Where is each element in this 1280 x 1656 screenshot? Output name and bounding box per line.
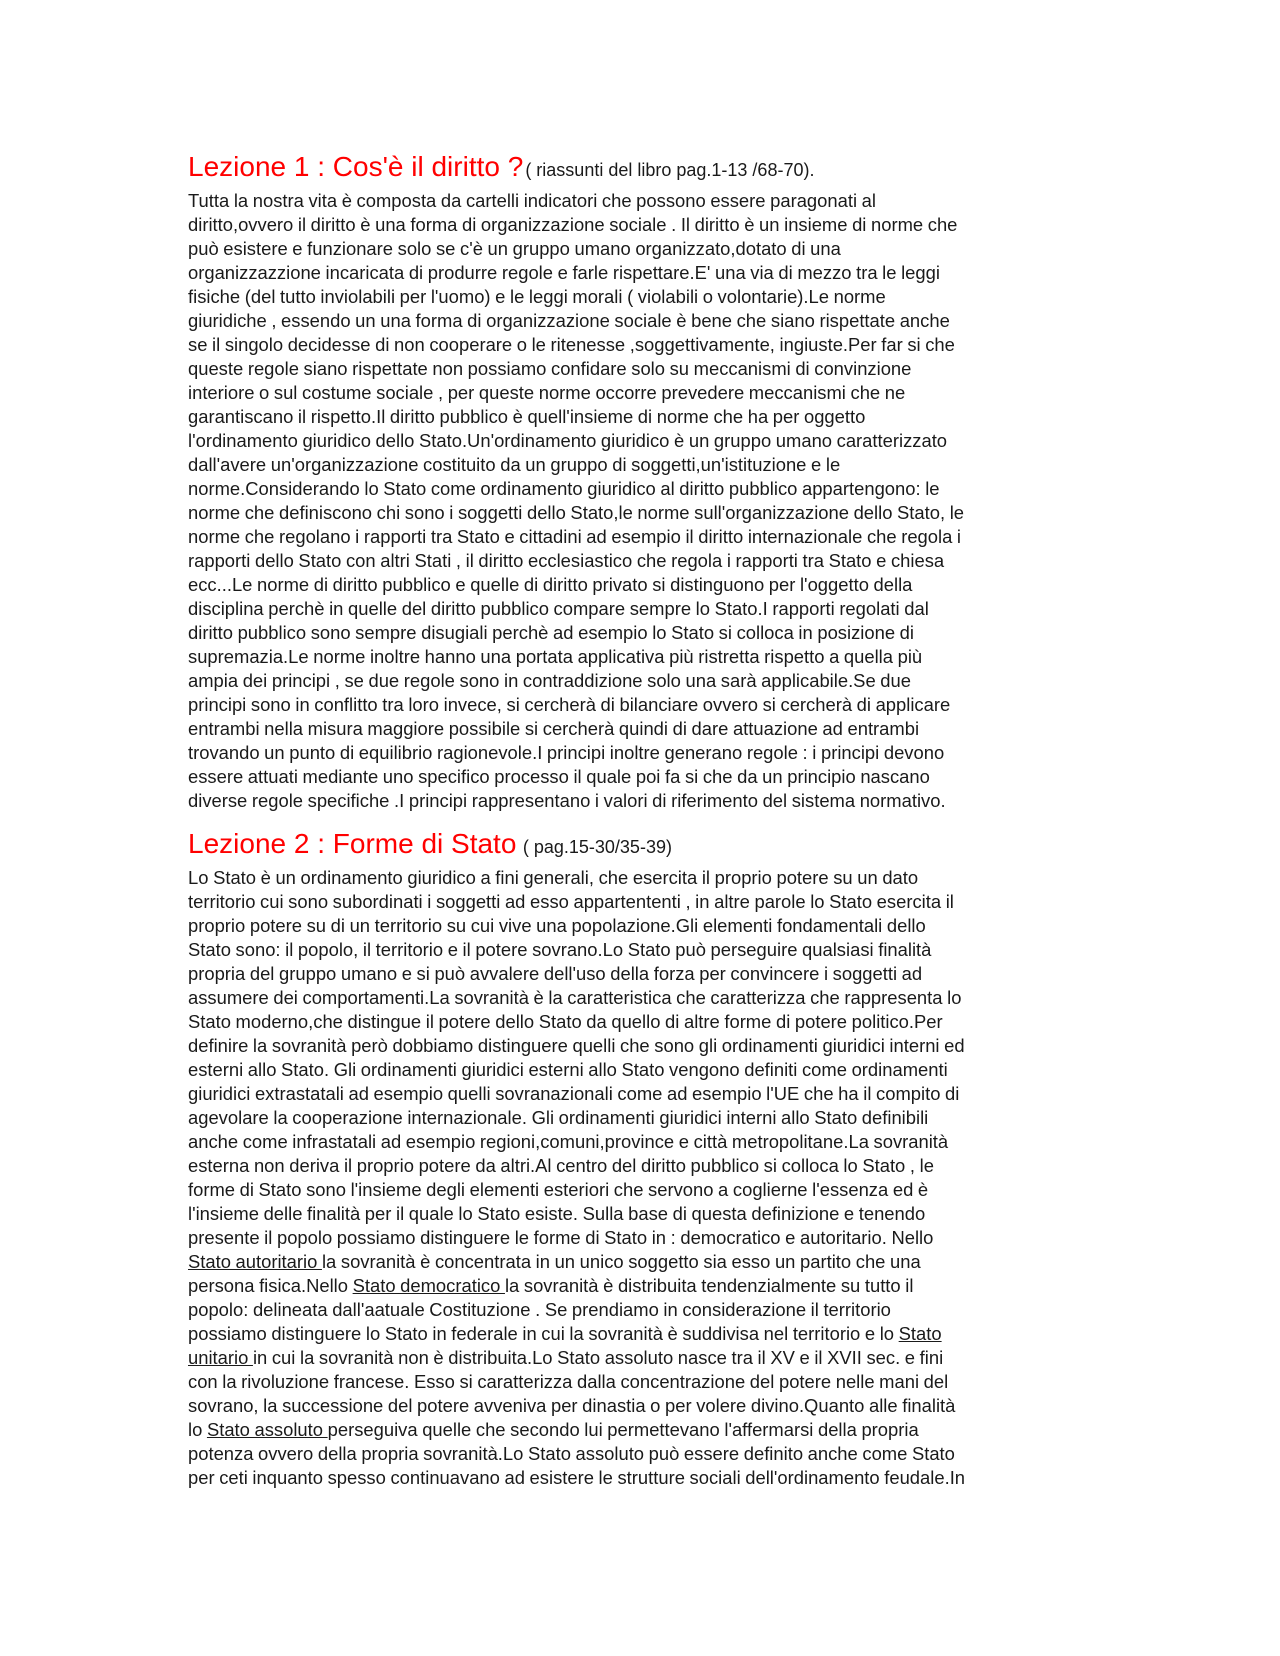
paragraph-text: in cui la sovranità non è distribuita.Lo Stato assoluto nasce tra il XV e il XVII sec. e fini con la rivoluzione francese. Esso si caratterizza dalla concentrazione del potere nelle mani del sovrano, la successione del potere avveniva per dinastia o per volere divino.Quanto alle finalità lo [188,1347,956,1440]
lesson-1-paragraph: Tutta la nostra vita è composta da cartelli indicatori che possono essere paragonati al diritto,ovvero il diritto è una forma di organizzazione sociale . Il diritto è un insieme di norme che può esistere e funzionare solo se c'è un gruppo umano organizzato,dotato di una organizzazzione incaricata di produrre regole e farle rispettare.E' una via di mezzo tra le leggi fisiche (del tutto inviolabili per l'uomo) e le leggi morali ( violabili o volontarie).Le norme giuridiche , essendo un una forma di organizzazione sociale è bene che siano rispettate anche se il singolo decidesse di non cooperare o le ritenesse ,soggettivamente, ingiuste.Per far si che queste regole siano rispettate non possiamo confidare solo su meccanismi di convinzione interiore o sul costume sociale , per queste norme occorre prevedere meccanismi che ne garantiscano il rispetto.Il diritto pubblico è quell'insieme di norme che ha per oggetto l'ordinamento giuridico dello Stato.Un'ordinamento giuridico è un gruppo umano caratterizzato dall'avere un'organizzazione costituito da un gruppo di soggetti,un'istituzione e le norme.Considerando lo Stato come ordinamento giuridico al diritto pubblico appartengono: le norme che definiscono chi sono i soggetti dello Stato,le norme sull'organizzazione dello Stato, le norme che regolano i rapporti tra Stato e cittadini ad esempio il diritto internazionale che regola i rapporti dello Stato con altri Stati , il diritto ecclesiastico che regola i rapporti tra Stato e chiesa ecc...Le norme di diritto pubblico e quelle di diritto privato si distinguono per l'oggetto della disciplina perchè in quelle del diritto pubblico compare sempre lo Stato.I rapporti regolati dal diritto pubblico sono sempre disugiali perchè ad esempio lo Stato si colloca in posizione di supremazia.Le norme inoltre hanno una portata applicativa più ristretta rispetto a quella più ampia dei principi , se due regole sono in contraddizione solo una sarà applicabile.Se due principi sono in conflitto tra loro invece, si cercherà di bilanciare ovvero si cercherà di applicare entrambi nella misura maggiore possibile si cercherà quindi di dare attuazione ad entrambi trovando un punto di equilibrio ragionevole.I principi inoltre generano regole : i principi devono essere attuati mediante uno specifico processo il quale poi fa si che da un principio nascano diverse regole specifiche .I principi rappresentano i valori di riferimento del sistema normativo. [188,190,965,811]
underlined-term-stato-democratico: Stato democratico [352,1275,505,1296]
lesson-1-heading [188,150,1088,189]
lesson-2-paragraph [188,866,1088,1490]
underlined-term-stato-autoritario: Stato autoritario [188,1251,322,1272]
lesson-2 [188,827,1088,1490]
underlined-term-stato-unitario: Stato unitario [188,1323,942,1368]
lesson-2-reference: ( pag.15-30/35-39) [522,837,672,857]
lesson-2-title: Lezione 2 : Forme di Stato [188,828,517,859]
paragraph-text: la sovranità è concentrata in un unico soggetto sia esso un partito che una persona fisica.Nello [188,1251,921,1296]
underlined-term-stato-assoluto: Stato assoluto [206,1419,328,1440]
lesson-1-title: Lezione 1 : Cos'è il diritto ? [188,151,524,182]
paragraph-text: Lo Stato è un ordinamento giuridico a fini generali, che esercita il proprio potere su un dato territorio cui sono subordinati i soggetti ad esso appartententi , in altre parole lo Stato esercita il proprio potere su di un territorio su cui vive una popolazione.Gli elementi fondamentali dello Stato sono: il popolo, il territorio e il potere sovrano.Lo Stato può perseguire qualsiasi finalità propria del gruppo umano e si può avvalere dell'uso della forza per convincere i soggetti ad assumere dei comportamenti.La sovranità è la caratteristica che caratterizza che rappresenta lo Stato moderno,che distingue il potere dello Stato da quello di altre forme di potere politico.Per definire la sovranità però dobbiamo distinguere quelli che sono gli ordinamenti giuridici interni ed esterni allo Stato. Gli ordinamenti giuridici esterni allo Stato vengono definiti come ordinamenti giuridici extrastatali ad esempio quelli sovranazionali come ad esempio l'UE che ha il compito di agevolare la cooperazione internazionale. Gli ordinamenti giuridici interni allo Stato definibili anche come infrastatali ad esempio regioni,comuni,province e città metropolitane.La sovranità esterna non deriva il proprio potere da altri.Al centro del diritto pubblico si colloca lo Stato , le forme di Stato sono l'insieme degli elementi esteriori che servono a coglierne l'essenza ed è l'insieme delle finalità per il quale lo Stato esiste. Sulla base di questa definizione e tenendo presente il popolo possiamo distinguere le forme di Stato in : democratico e autoritario. Nello [188,867,965,1248]
lesson-1 [188,150,1088,813]
document-page [188,150,1088,1490]
lesson-1-reference: ( riassunti del libro pag.1-13 /68-70). [525,160,815,180]
lesson-2-heading [188,827,1088,866]
paragraph-text: la sovranità è distribuita tendenzialmente su tutto il popolo: delineata dall'aatuale Costituzione . Se prendiamo in considerazione il territorio possiamo distinguere lo Stato in federale in cui la sovranità è suddivisa nel territorio e lo [188,1275,914,1344]
paragraph-text: perseguiva quelle che secondo lui permettevano l'affermarsi della propria potenza ovvero della propria sovranità.Lo Stato assoluto può essere definito anche come Stato per ceti inquanto spesso continuavano ad esistere le strutture sociali dell'ordinamento feudale.In [188,1419,966,1488]
